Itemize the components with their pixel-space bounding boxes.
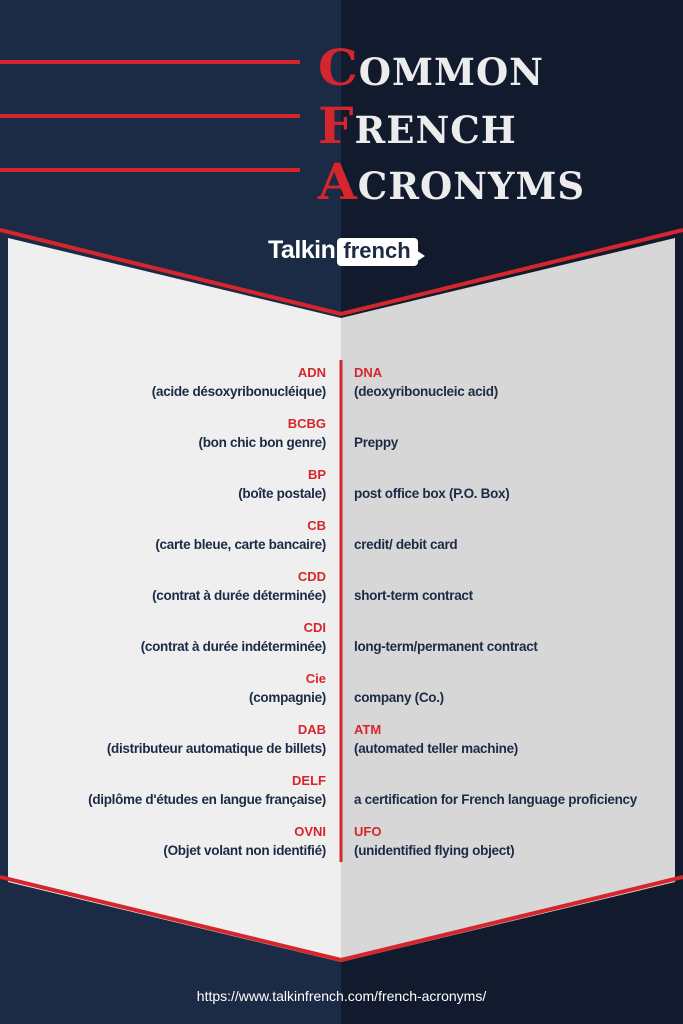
french-entry: OVNI (Objet volant non identifié) [163, 824, 326, 858]
french-entry: BCBG (bon chic bon genre) [198, 416, 326, 450]
english-entry: long-term/permanent contract [354, 639, 538, 654]
title-line-french: FRENCH [318, 96, 517, 155]
french-entry: CB (carte bleue, carte bancaire) [155, 518, 326, 552]
title-line-common: COMMON [318, 38, 544, 97]
title-line-acronyms: ACRONYMS [318, 152, 586, 211]
english-entry: credit/ debit card [354, 537, 458, 552]
english-entry: Preppy [354, 435, 398, 450]
french-entry: DAB (distributeur automatique de billets) [106, 722, 326, 756]
source-url[interactable]: https://www.talkinfrench.com/french-acronyms/ [196, 988, 487, 1004]
english-entry: ATM (automated teller machine) [354, 722, 518, 756]
french-entry: CDD (contrat à durée déterminée) [152, 569, 326, 603]
french-entry: CDI (contrat à durée indéterminée) [140, 620, 326, 654]
french-entry: DELF (diplôme d'études en langue française) [88, 773, 326, 807]
english-entry: company (Co.) [354, 690, 444, 705]
french-entry: Cie (compagnie) [249, 671, 326, 705]
english-entry: post office box (P.O. Box) [354, 486, 510, 501]
english-entry: a certification for French language proficiency [354, 792, 637, 807]
french-entry: BP (boîte postale) [238, 467, 326, 501]
english-entry: short-term contract [354, 588, 473, 603]
french-entry: ADN (acide désoxyribonucléique) [151, 365, 326, 399]
talkinfrench-logo: Talkin french [268, 236, 418, 270]
english-entry: UFO (unidentified flying object) [354, 824, 515, 858]
english-entry: DNA (deoxyribonucleic acid) [354, 365, 498, 399]
